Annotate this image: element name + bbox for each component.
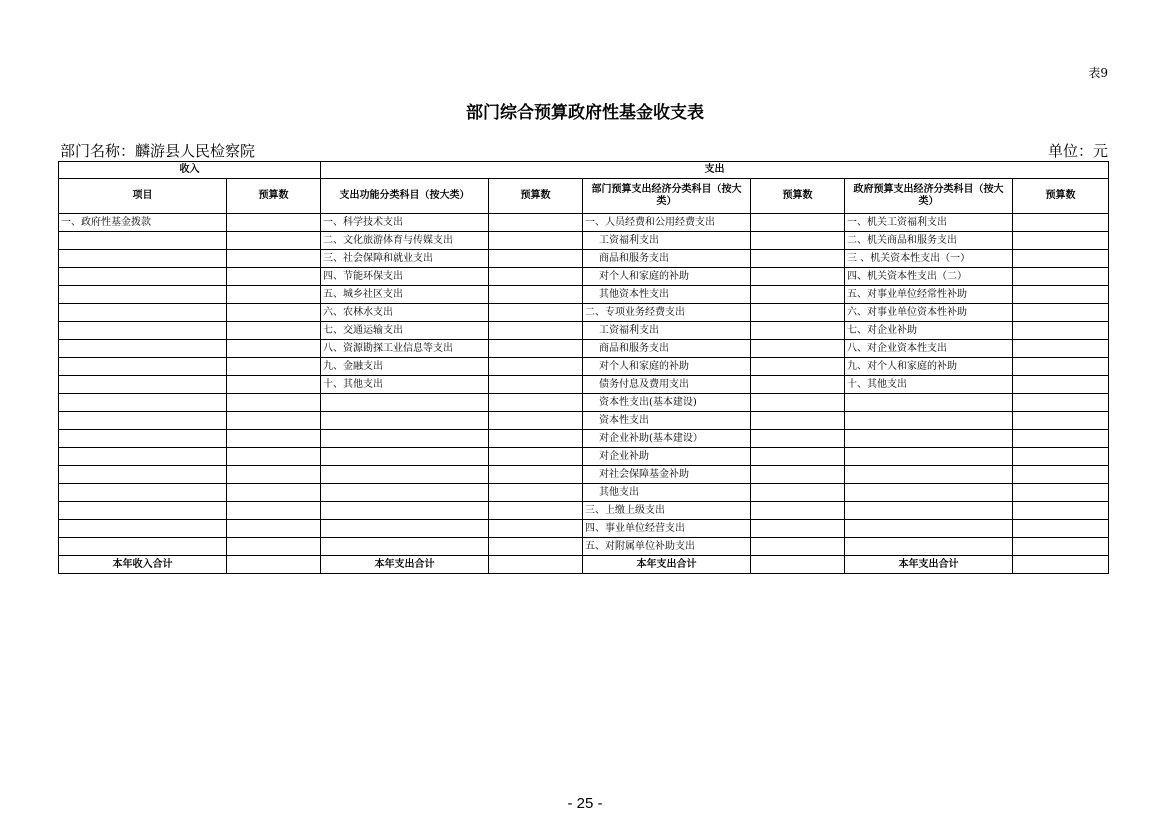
table-cell: 资本性支出 xyxy=(583,412,751,430)
col-header-gov-econ-class: 政府预算支出经济分类科目（按大类） xyxy=(845,179,1013,214)
table-cell: 其他支出 xyxy=(583,484,751,502)
table-cell xyxy=(489,484,583,502)
table-cell xyxy=(751,358,845,376)
department-name: 麟游县人民检察院 xyxy=(135,142,256,160)
table-cell xyxy=(227,394,321,412)
table-cell xyxy=(227,502,321,520)
expense-group-header: 支出 xyxy=(321,162,1109,179)
table-row xyxy=(59,466,1109,484)
table-cell: 六、对事业单位资本性补助 xyxy=(845,304,1013,322)
table-cell xyxy=(59,430,227,448)
table-cell xyxy=(489,394,583,412)
table-cell xyxy=(321,412,489,430)
table-cell xyxy=(227,448,321,466)
table-cell: 对社会保障基金补助 xyxy=(583,466,751,484)
table-cell xyxy=(751,430,845,448)
table-cell xyxy=(751,232,845,250)
table-cell xyxy=(489,466,583,484)
table-cell: 债务付息及费用支出 xyxy=(583,376,751,394)
table-row xyxy=(59,520,1109,538)
total-cell xyxy=(1013,556,1109,574)
table-cell xyxy=(59,358,227,376)
table-cell: 其他资本性支出 xyxy=(583,286,751,304)
table-cell xyxy=(227,268,321,286)
table-cell xyxy=(227,322,321,340)
table-cell xyxy=(227,520,321,538)
department-line xyxy=(60,140,1108,161)
table-cell: 六、农林水支出 xyxy=(321,304,489,322)
table-cell xyxy=(751,484,845,502)
table-cell xyxy=(751,268,845,286)
col-header-budget: 预算数 xyxy=(751,179,845,214)
table-cell: 二、机关商品和服务支出 xyxy=(845,232,1013,250)
table-cell xyxy=(227,250,321,268)
table-cell xyxy=(1013,250,1109,268)
table-cell xyxy=(489,340,583,358)
table-cell xyxy=(1013,502,1109,520)
table-cell xyxy=(227,340,321,358)
table-cell xyxy=(489,304,583,322)
table-cell xyxy=(321,538,489,556)
total-cell xyxy=(227,556,321,574)
table-cell xyxy=(751,340,845,358)
table-cell xyxy=(227,430,321,448)
table-cell: 四、节能环保支出 xyxy=(321,268,489,286)
table-cell: 九、金融支出 xyxy=(321,358,489,376)
table-cell xyxy=(227,214,321,232)
table-cell xyxy=(489,250,583,268)
group-header-row xyxy=(59,162,1109,179)
table-cell xyxy=(59,520,227,538)
table-cell xyxy=(59,304,227,322)
table-cell: 七、对企业补助 xyxy=(845,322,1013,340)
table-cell xyxy=(321,520,489,538)
table-cell: 对个人和家庭的补助 xyxy=(583,268,751,286)
table-cell: 八、资源勘探工业信息等支出 xyxy=(321,340,489,358)
table-cell xyxy=(227,358,321,376)
table-cell: 四、机关资本性支出（二） xyxy=(845,268,1013,286)
table-cell: 十、其他支出 xyxy=(845,376,1013,394)
table-row xyxy=(59,394,1109,412)
table-row xyxy=(59,412,1109,430)
income-group-header: 收入 xyxy=(59,162,321,179)
unit-label: 单位：元 xyxy=(1047,142,1108,160)
table-cell xyxy=(1013,538,1109,556)
table-cell xyxy=(59,394,227,412)
table-cell xyxy=(751,502,845,520)
table-row xyxy=(59,502,1109,520)
table-cell xyxy=(751,394,845,412)
budget-table xyxy=(58,161,1109,574)
table-cell xyxy=(59,412,227,430)
table-cell xyxy=(321,448,489,466)
total-cell: 本年支出合计 xyxy=(845,556,1013,574)
table-cell xyxy=(1013,358,1109,376)
table-cell xyxy=(59,538,227,556)
table-cell xyxy=(489,412,583,430)
table-cell xyxy=(751,376,845,394)
table-cell xyxy=(59,484,227,502)
table-cell xyxy=(59,268,227,286)
table-cell: 三 、机关资本性支出（一） xyxy=(845,250,1013,268)
table-cell: 三、社会保障和就业支出 xyxy=(321,250,489,268)
table-row xyxy=(59,376,1109,394)
table-cell xyxy=(489,376,583,394)
table-cell xyxy=(751,286,845,304)
page-title: 部门综合预算政府性基金收支表 xyxy=(466,103,704,123)
table-cell xyxy=(321,466,489,484)
table-cell xyxy=(1013,412,1109,430)
table-cell xyxy=(751,538,845,556)
table-cell xyxy=(1013,304,1109,322)
col-header-budget: 预算数 xyxy=(489,179,583,214)
table-cell xyxy=(751,214,845,232)
table-cell xyxy=(751,412,845,430)
table-cell xyxy=(227,466,321,484)
table-cell xyxy=(751,466,845,484)
table-cell: 工资福利支出 xyxy=(583,232,751,250)
page-number: - 25 - xyxy=(567,795,603,812)
table-cell xyxy=(227,484,321,502)
table-cell xyxy=(845,502,1013,520)
table-cell xyxy=(321,484,489,502)
table-cell xyxy=(1013,214,1109,232)
table-cell xyxy=(59,250,227,268)
table-cell xyxy=(845,448,1013,466)
col-header-function-class: 支出功能分类科目（按大类） xyxy=(321,179,489,214)
table-cell xyxy=(845,520,1013,538)
table-cell: 一、机关工资福利支出 xyxy=(845,214,1013,232)
table-cell xyxy=(1013,376,1109,394)
table-cell xyxy=(59,466,227,484)
table-cell xyxy=(845,484,1013,502)
table-cell xyxy=(321,430,489,448)
table-cell: 商品和服务支出 xyxy=(583,340,751,358)
table-row xyxy=(59,232,1109,250)
table-number: 表9 xyxy=(1088,66,1108,80)
table-cell xyxy=(1013,484,1109,502)
table-cell xyxy=(489,232,583,250)
table-cell xyxy=(845,466,1013,484)
table-cell xyxy=(1013,340,1109,358)
table-cell: 七、交通运输支出 xyxy=(321,322,489,340)
table-cell xyxy=(489,214,583,232)
table-cell xyxy=(1013,394,1109,412)
table-cell xyxy=(59,232,227,250)
table-cell xyxy=(1013,430,1109,448)
table-cell xyxy=(1013,232,1109,250)
table-row xyxy=(59,304,1109,322)
table-cell: 四、事业单位经营支出 xyxy=(583,520,751,538)
col-header-budget: 预算数 xyxy=(227,179,321,214)
table-cell: 一、政府性基金拨款 xyxy=(59,214,227,232)
table-cell xyxy=(321,394,489,412)
table-cell xyxy=(1013,286,1109,304)
table-cell xyxy=(227,376,321,394)
table-cell xyxy=(59,376,227,394)
table-row xyxy=(59,448,1109,466)
table-cell: 三、上缴上级支出 xyxy=(583,502,751,520)
table-row xyxy=(59,340,1109,358)
table-row xyxy=(59,214,1109,232)
table-cell xyxy=(845,412,1013,430)
table-cell xyxy=(59,502,227,520)
column-header-row xyxy=(59,179,1109,214)
col-header-item: 项目 xyxy=(59,179,227,214)
table-cell: 十、其他支出 xyxy=(321,376,489,394)
table-cell: 工资福利支出 xyxy=(583,322,751,340)
table-cell xyxy=(489,430,583,448)
table-cell: 五、对附属单位补助支出 xyxy=(583,538,751,556)
table-cell xyxy=(751,322,845,340)
total-cell: 本年收入合计 xyxy=(59,556,227,574)
table-cell xyxy=(321,502,489,520)
table-cell xyxy=(59,340,227,358)
table-cell xyxy=(751,448,845,466)
table-cell xyxy=(59,448,227,466)
table-cell xyxy=(227,304,321,322)
total-cell: 本年支出合计 xyxy=(583,556,751,574)
table-cell xyxy=(1013,322,1109,340)
table-cell xyxy=(227,286,321,304)
table-cell: 一、人员经费和公用经费支出 xyxy=(583,214,751,232)
table-cell xyxy=(751,250,845,268)
table-cell: 对企业补助 xyxy=(583,448,751,466)
table-cell: 五、对事业单位经常性补助 xyxy=(845,286,1013,304)
table-cell xyxy=(1013,268,1109,286)
table-cell xyxy=(845,394,1013,412)
table-row xyxy=(59,250,1109,268)
department-info xyxy=(60,140,255,161)
table-cell xyxy=(751,304,845,322)
total-cell: 本年支出合计 xyxy=(321,556,489,574)
table-cell xyxy=(489,448,583,466)
table-cell: 对企业补助(基本建设） xyxy=(583,430,751,448)
table-row xyxy=(59,322,1109,340)
table-row xyxy=(59,430,1109,448)
table-cell xyxy=(1013,448,1109,466)
table-cell xyxy=(227,412,321,430)
table-cell xyxy=(489,538,583,556)
table-row xyxy=(59,268,1109,286)
table-cell xyxy=(845,538,1013,556)
table-cell xyxy=(59,322,227,340)
table-cell xyxy=(489,520,583,538)
table-cell xyxy=(489,358,583,376)
table-cell: 二、文化旅游体育与传媒支出 xyxy=(321,232,489,250)
table-row xyxy=(59,358,1109,376)
table-cell xyxy=(751,520,845,538)
department-label: 部门名称： xyxy=(60,142,136,160)
table-cell xyxy=(1013,466,1109,484)
table-cell: 五、城乡社区支出 xyxy=(321,286,489,304)
table-cell: 一、科学技术支出 xyxy=(321,214,489,232)
table-cell xyxy=(489,268,583,286)
table-cell xyxy=(489,502,583,520)
table-cell xyxy=(1013,520,1109,538)
table-row xyxy=(59,538,1109,556)
table-cell: 八、对企业资本性支出 xyxy=(845,340,1013,358)
col-header-budget: 预算数 xyxy=(1013,179,1109,214)
table-cell: 商品和服务支出 xyxy=(583,250,751,268)
table-body xyxy=(59,162,1109,574)
totals-row xyxy=(59,556,1109,574)
table-cell xyxy=(489,286,583,304)
table-cell xyxy=(227,538,321,556)
table-cell: 九、对个人和家庭的补助 xyxy=(845,358,1013,376)
col-header-dept-econ-class: 部门预算支出经济分类科目（按大类） xyxy=(583,179,751,214)
table-cell xyxy=(489,322,583,340)
table-cell xyxy=(227,232,321,250)
total-cell xyxy=(751,556,845,574)
table-cell: 资本性支出(基本建设) xyxy=(583,394,751,412)
table-cell xyxy=(59,286,227,304)
table-cell: 二、专项业务经费支出 xyxy=(583,304,751,322)
table-row xyxy=(59,484,1109,502)
table-cell xyxy=(845,430,1013,448)
total-cell xyxy=(489,556,583,574)
table-row xyxy=(59,286,1109,304)
table-cell: 对个人和家庭的补助 xyxy=(583,358,751,376)
